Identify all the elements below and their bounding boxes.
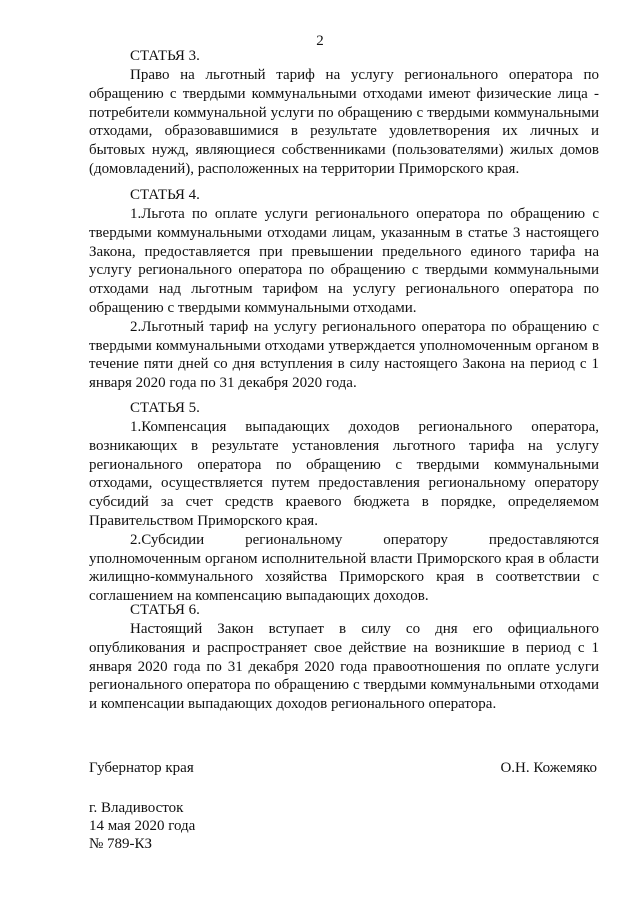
article-5-paragraph-2: 2.Субсидии региональному оператору предоставляются уполномоченным органом исполнительной власти Приморского края в области жилищно-коммунального хозяйства Приморского края в соответствии с соглашением на компенсацию выпадающих доходов. [89,531,599,605]
article-4-paragraph-1: 1.Льгота по оплате услуги регионального оператора по обращению с твердыми коммунальными отходами лицам, указанным в статье 3 настоящего Закона, предоставляется при превышении предельного единого тарифа на услугу регионального оператора по обращению с твердыми коммунальными отходами над льготным тарифом на услугу регионального оператора по обращению с твердыми коммунальными отходами. [89,206,599,316]
article-3-body [89,66,599,179]
article-5-body [89,418,599,606]
signatory-name: О.Н. Кожемяко [500,760,597,776]
page-number: 2 [316,33,324,49]
article-6-paragraph-1: Настоящий Закон вступает в силу со дня его официального опубликования и распространяет свое действие на возникшие в период с 1 января 2020 года по 31 декабря 2020 года правоотношения по оплате услуги регионального оператора по обращению с твердыми коммунальными отходами и компенсации выпадающих доходов регионального оператора. [89,621,599,713]
signing-date: 14 мая 2020 года [89,818,196,834]
article-4-heading: СТАТЬЯ 4. [130,187,200,203]
article-6-body [89,620,599,714]
signatory-position: Губернатор края [89,760,194,776]
article-5-paragraph-1: 1.Компенсация выпадающих доходов регионального оператора, возникающих в результате установления льготного тарифа на услугу регионального оператора по обращению с твердыми коммунальными отходами, осуществляется путем предоставления региональному оператору субсидий за счет средств краевого бюджета в порядке, определяемом Правительством Приморского края. [89,419,599,529]
signing-city: г. Владивосток [89,800,184,816]
article-4-paragraph-2: 2.Льготный тариф на услугу регионального оператора по обращению с твердыми коммунальными отходами утверждается уполномоченным органом в течение пяти дней со дня вступления в силу настоящего Закона на период с 1 января 2020 года по 31 декабря 2020 года. [89,318,599,392]
law-number: № 789-КЗ [89,836,153,852]
article-5-heading: СТАТЬЯ 5. [130,400,200,416]
article-4-body [89,205,599,393]
article-6-heading: СТАТЬЯ 6. [130,602,200,618]
article-3-paragraph-1: Право на льготный тариф на услугу регионального оператора по обращению с твердыми коммунальными отходами имеют физические лица - потребители коммунальной услуги по обращению с твердыми коммунальными отходами, образовавшимися в результате удовлетворения их личных и бытовых нужд, являющиеся собственниками (пользователями) жилых домов (домовладений), расположенных на территории Приморского края. [89,67,599,177]
article-3-heading: СТАТЬЯ 3. [130,48,200,64]
